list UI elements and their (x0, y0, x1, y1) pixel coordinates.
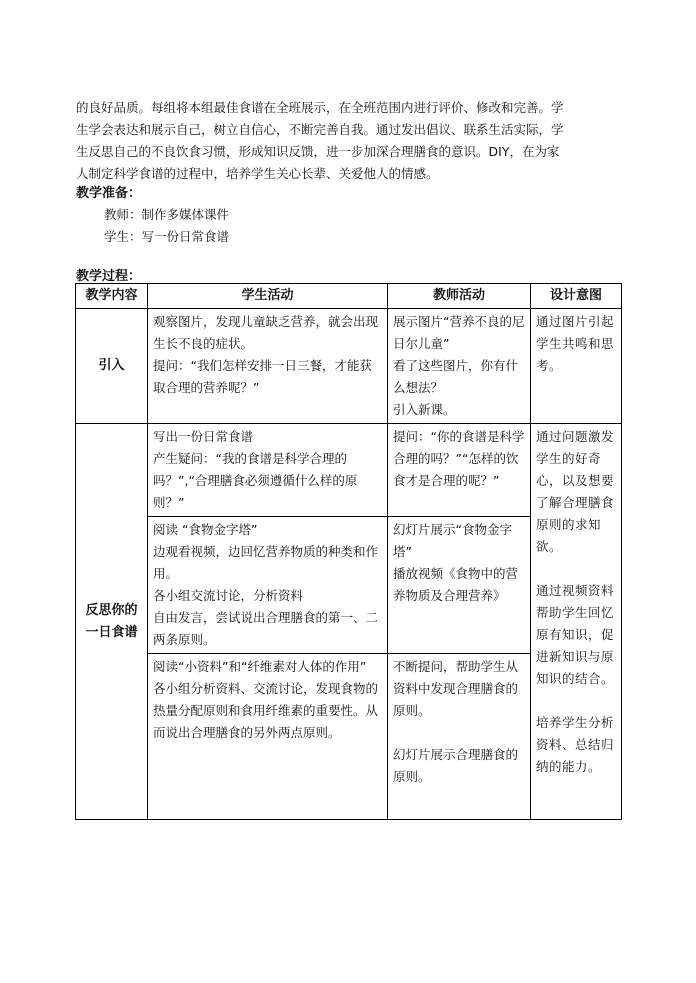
design-intent-text: 通过视频资料帮助学生回忆原有知识，促进新知识与原知识的结合。 (536, 583, 615, 686)
intro-line: 的良好品质。每组将本组最佳食谱在全班展示，在全班范围内进行评价、修改和完善。学 (76, 100, 564, 115)
text-line: 不断提问，帮助学生从资料中发现合理膳食的原则。 (393, 659, 519, 718)
text-line: 阅读“小资料”和“纤维素对人体的作用” (153, 659, 367, 674)
teacher-activity-text (393, 656, 525, 788)
header-content: 教学内容 (76, 284, 148, 309)
text-line: 自由发言，尝试说出合理膳食的第一、二两条原则。 (153, 610, 379, 647)
intro-paragraph (76, 97, 624, 185)
lesson-table (75, 283, 622, 820)
process-heading: 教学过程： (76, 269, 142, 284)
text-line: 提问：“你的食谱是科学合理的吗？”“怎样的饮食才是合理的呢？” (393, 429, 525, 488)
text-line: 提问：“我们怎样安排一日三餐，才能获取合理的营养呢？” (153, 358, 372, 395)
table-row (76, 424, 622, 517)
text-line (393, 722, 525, 744)
student-activity-text (153, 311, 382, 399)
design-intent-cell (531, 309, 622, 424)
preparation-heading: 教学准备： (76, 186, 142, 201)
student-preparation: 学生：写一份日常食谱 (104, 229, 230, 244)
text-line: 引入新课。 (393, 402, 456, 417)
header-design-intent: 设计意图 (531, 284, 622, 309)
design-intent-text: 培养学生分析资料、总结归纳的能力。 (536, 715, 615, 774)
text-line: 展示图片“营养不良的尼日尔儿童” (393, 314, 525, 351)
header-student-activity: 学生活动 (148, 284, 388, 309)
text-line: 阅读 “食物金字塔” (153, 522, 258, 537)
student-activity-text (153, 426, 382, 514)
student-activity-text (153, 656, 382, 744)
student-activity-cell (148, 654, 388, 820)
text-line: 幻灯片展示合理膳食的原则。 (393, 747, 519, 784)
text-line: 各小组交流讨论，分析资料 (153, 588, 304, 603)
student-activity-cell (148, 424, 388, 517)
design-intent-text: 通过问题激发学生的好奇心，以及想要了解合理膳食原则的求知欲。 (536, 429, 615, 554)
teacher-preparation: 教师：制作多媒体课件 (104, 207, 230, 222)
text-line: 幻灯片展示“食物金字塔” (393, 522, 512, 559)
student-activity-text (153, 519, 382, 651)
intro-line: 生学会表达和展示自己，树立自信心，不断完善自我。通过发出倡议、联系生活实际，学 (76, 122, 564, 137)
teacher-activity-cell (388, 309, 531, 424)
teacher-activity-text (393, 311, 525, 421)
text-line: 观察图片，发现儿童缺乏营养，就会出现生长不良的症状。 (153, 314, 379, 351)
design-intent-cell (531, 424, 622, 820)
stage-intro: 引入 (76, 309, 148, 424)
intro-line: 人制定科学食谱的过程中，培养学生关心长辈、关爱他人的情感。 (76, 166, 439, 181)
teacher-activity-text (393, 519, 525, 607)
stage-reflect: 反思你的一日食谱 (76, 424, 148, 820)
student-activity-cell (148, 517, 388, 654)
table-row (76, 309, 622, 424)
text-line: 产生疑问：“我的食谱是科学合理的吗？”,“合理膳食必须遵循什么样的原则？” (153, 451, 358, 510)
header-teacher-activity: 教师活动 (388, 284, 531, 309)
intro-line: 生反思自己的不良饮食习惯，形成知识反馈，进一步加深合理膳食的意识。DIY，在为家 (76, 144, 560, 159)
teacher-activity-text (393, 426, 525, 492)
text-line: 写出一份日常食谱 (153, 429, 254, 444)
text-line: 看了这些图片，你有什么想法？ (393, 358, 519, 395)
design-intent-text: 通过图片引起学生共鸣和思考。 (536, 314, 615, 373)
text-line: 边观看视频，边回忆营养物质的种类和作用。 (153, 544, 379, 581)
table-header-row (76, 284, 622, 309)
teacher-activity-cell (388, 424, 531, 517)
teacher-activity-cell (388, 517, 531, 654)
text-line: 各小组分析资料、交流讨论，发现食物的热量分配原则和食用纤维素的重要性。从而说出合理膳食的另外两点原则。 (153, 681, 379, 740)
student-activity-cell (148, 309, 388, 424)
teacher-activity-cell (388, 654, 531, 820)
text-line: 播放视频《食物中的营养物质及合理营养》 (393, 566, 519, 603)
